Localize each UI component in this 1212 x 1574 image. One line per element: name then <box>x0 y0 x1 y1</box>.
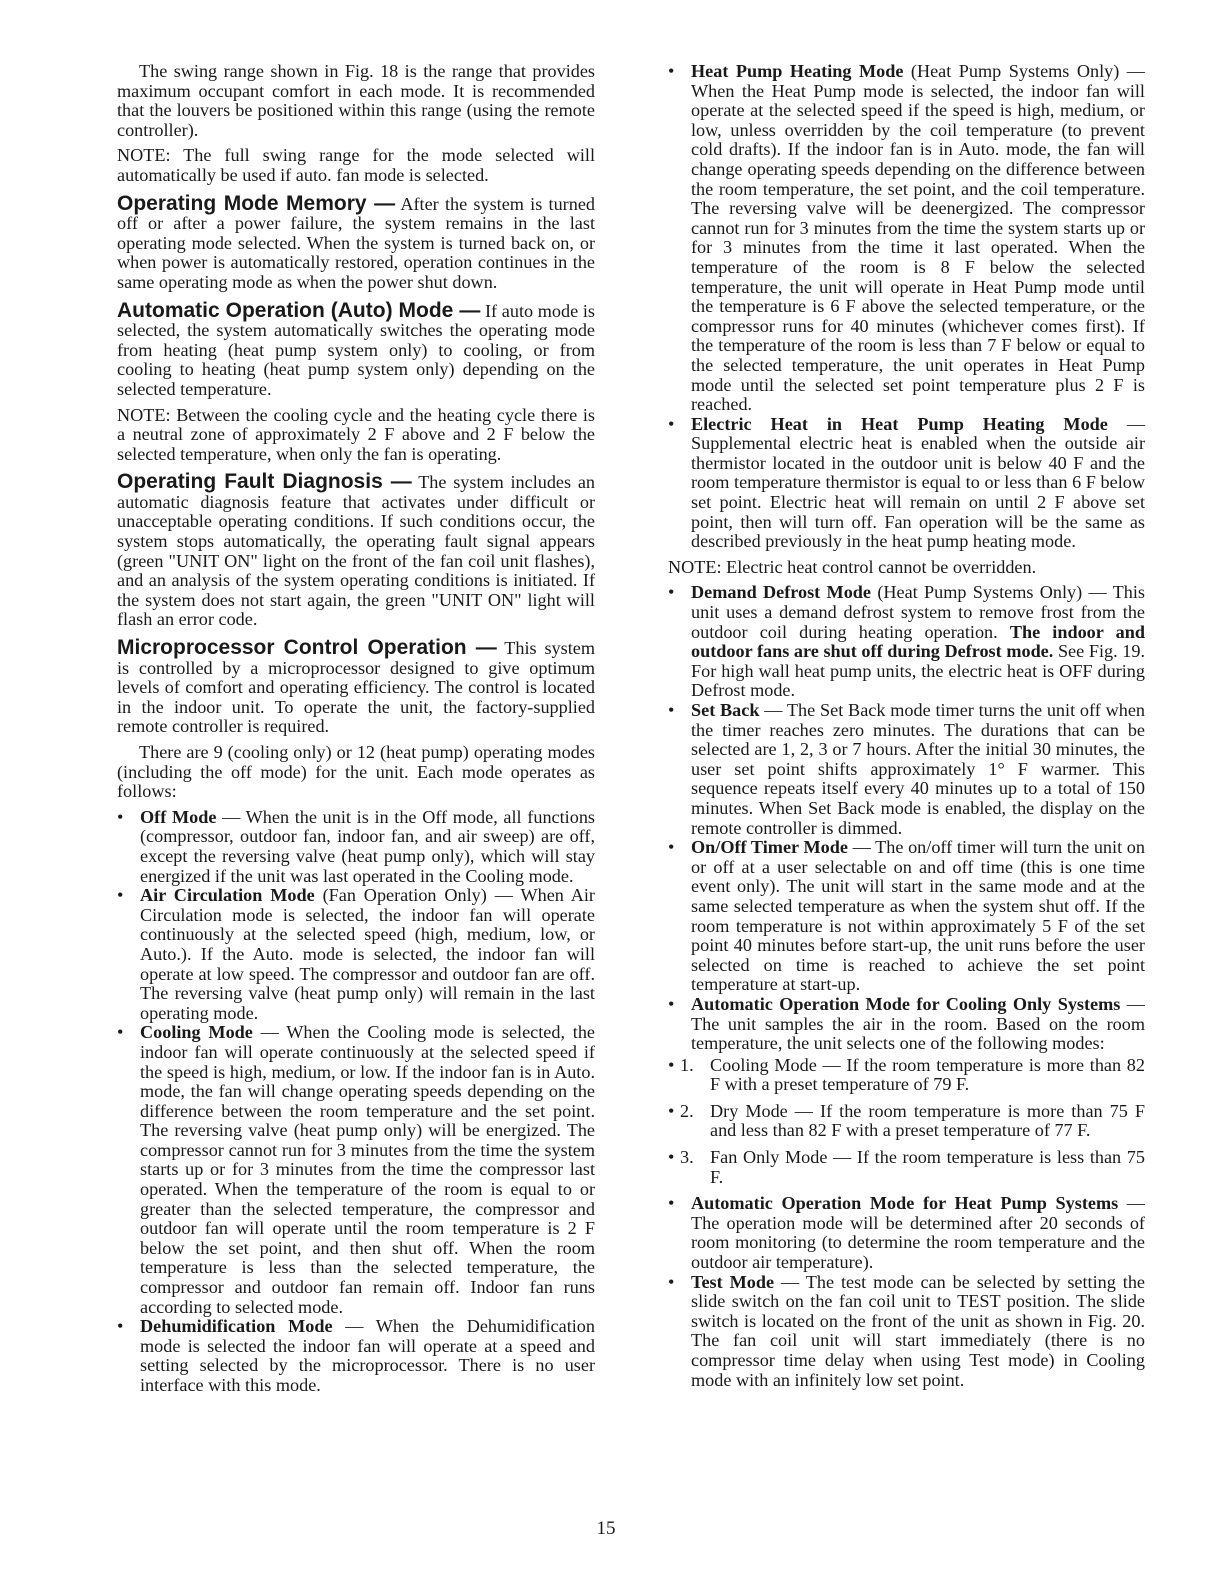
microprocessor-text: This system is controlled by a microprocessor designed to give optimum levels of comfort and operating efficiency. The control is located in the indoor unit. To operate the unit, the factory-supplied remote controller is required. <box>117 638 595 737</box>
fault-diagnosis-text: The system includes an automatic diagnosis feature that activates under difficult or unacceptable operating conditions. If such conditions occur, the system stops automatically, the operating fault signal appears (green "UNIT ON" light on the front of the fan coil unit flashes), and an analysis of the system operating conditions is initiated. If the system does not start again, the green "UNIT ON" light will flash an error code. <box>117 472 595 630</box>
mode-description: — Supplemental electric heat is enabled when the outside air thermistor located in the outdoor unit is below 40 F and the room temperature thermistor is equal to or less than 6 F below set point. Electric heat will remain on until 2 F above set point, then will turn off. Fan operation will be the same as described previously in the heat pump heating mode. <box>691 413 1146 552</box>
list-item <box>668 62 1145 415</box>
auto-cooling-sublist <box>668 1056 1145 1188</box>
mode-description: See Fig. 19. For high wall heat pump units, the electric heat is OFF during Defrost mode. <box>691 641 1145 701</box>
operating-mode-memory-heading: Operating Mode Memory — <box>117 191 396 215</box>
defrost-warning: The indoor and outdoor fans are shut off during Defrost mode. <box>691 621 1145 662</box>
fault-diagnosis-heading: Operating Fault Diagnosis — <box>117 470 412 494</box>
list-item <box>668 415 1145 552</box>
note-electric-heat: NOTE: Electric heat control cannot be overridden. <box>668 556 1037 577</box>
mode-name: Electric Heat in Heat Pump Heating Mode <box>691 413 1108 434</box>
mode-description: (Heat Pump Systems Only) — When the Heat Pump mode is selected, the indoor fan will operate at the selected speed if the speed is high, medium, or low, unless overridden by the coil temperature (to prevent cold drafts). If the indoor fan is in Auto. mode, the fan will change operating speeds depending on the difference between the room temperature, the set point, and the coil temperature. The reversing valve will be deenergized. The compressor cannot run for 3 minutes from the time the system starts up or for 3 minutes from the time it last operated. When the temperature of the room is 8 F below the selected temperature, the unit will operate in Heat Pump mode until the temperature is 6 F above the selected temperature, or the compressor runs for 40 minutes (whichever comes first). If the temperature of the room is less than 7 F below or equal to the selected temperature, the unit operates in Heat Pump mode until the selected set point temperature plus 2 F is reached. <box>691 61 1145 415</box>
auto-mode-text: If auto mode is selected, the system automatically switches the operating mode from heating (heat pump system only) to cooling, or from cooling to heating (heat pump system only) depending on the selected temperature. <box>117 300 595 399</box>
operating-mode-memory-text: After the system is turned off or after a power failure, the system remains in the last operating mode selected. When the system is turned back on, or when power is automatically restored, operation continues in the same operating mode as when the power shut down. <box>117 193 595 292</box>
sublist-text: Cooling Mode — If the room temperature is more than 82 F with a preset temperature of 79 F. <box>710 1054 1145 1095</box>
mode-name: Automatic Operation Mode for Cooling Only Systems <box>691 993 1121 1014</box>
mode-name: Set Back <box>691 700 760 720</box>
mode-description: — The Set Back mode timer turns the unit off when the timer reaches zero minutes. The durations that can be selected are 1, 2, 3 or 7 hours. After the initial 30 minutes, the user set point shifts approximately 1° F warmer. This sequence repeats itself every 40 minutes up to a total of 150 minutes. When Set Back mode is enabled, the display on the remote controller is dimmed. <box>691 700 1146 838</box>
sublist-text: Dry Mode — If the room temperature is more than 75 F and less than 82 F with a preset temperature of 77 F. <box>710 1100 1145 1141</box>
sublist-item <box>668 1056 1145 1095</box>
fault-diagnosis-section <box>117 472 595 630</box>
mode-description: — The operation mode will be determined after 20 seconds of room monitoring (to determine the room temperature and the outdoor air temperature). <box>691 1193 1145 1273</box>
mode-description: — The on/off timer will turn the unit on or off at a user selectable on and off time (this is one time event only). The unit will start in the same mode and at the same selected temperature as when the system shut off. If the room temperature is not within approximately 5 F of the set point 40 minutes before start-up, the unit runs before the user selected on time is reached to achieve the set point temperature at start-up. <box>691 837 1145 995</box>
page-number: 15 <box>596 1518 616 1539</box>
list-item <box>668 838 1145 995</box>
right-column <box>668 62 1145 1396</box>
list-item <box>668 583 1145 701</box>
sublist-text: Fan Only Mode — If the room temperature is less than 75 F. <box>710 1147 1145 1187</box>
mode-description: — When the Dehumidification mode is selected the indoor fan will operate at a speed and setting selected by the microprocessor. There is no user interface with this mode. <box>140 1316 595 1395</box>
mode-name: Heat Pump Heating Mode <box>691 61 904 81</box>
mode-list-left <box>117 808 595 1396</box>
auto-mode-section <box>117 298 595 400</box>
list-item <box>668 1194 1145 1272</box>
sublist-item <box>668 1148 1145 1187</box>
sublist-number: • 1. <box>680 1054 694 1075</box>
mode-name: Off Mode <box>140 806 217 827</box>
mode-list-right-a <box>668 62 1145 552</box>
modes-intro: There are 9 (cooling only) or 12 (heat pump) operating modes (including the off mode) for the unit. Each mode operates as follows: <box>117 742 595 802</box>
mode-name: Cooling Mode <box>140 1022 253 1043</box>
sublist-number: • 2. <box>680 1100 694 1121</box>
mode-name: On/Off Timer Mode <box>691 837 848 858</box>
mode-description: — When the unit is in the Off mode, all functions (compressor, outdoor fan, indoor fan, and air sweep) are off, except the reversing valve (heat pump only), which will stay energized if the unit was last operated in the Cooling mode. <box>140 806 595 886</box>
mode-name: Air Circulation Mode <box>140 885 315 906</box>
auto-mode-heading: Automatic Operation (Auto) Mode — <box>117 298 481 322</box>
mode-description: — The unit samples the air in the room. Based on the room temperature, the unit selects one of the following modes: <box>691 993 1145 1054</box>
microprocessor-section <box>117 638 595 737</box>
mode-description: — The test mode can be selected by setting the slide switch on the fan coil unit to TEST position. The slide switch is located on the front of the unit as shown in Fig. 20. The fan coil unit will start immediately (there is no compressor time delay when using Test mode) in Cooling mode with an infinitely low set point. <box>691 1271 1145 1390</box>
mode-name: Test Mode <box>691 1271 775 1292</box>
mode-description: — When the Cooling mode is selected, the indoor fan will operate continuously at the selected speed if the speed is high, medium, or low. If the indoor fan is in Auto. mode, the fan will change operating speeds depending on the difference between the room temperature and the set point. The reversing valve (heat pump only) will be energized. The compressor cannot run for 3 minutes from the time the system starts up or for 3 minutes from the time the compressor last operated. When the temperature of the room is equal to or greater than the selected temperature, the compressor and outdoor fan will operate until the room temperature is 2 F below the set point, and then shut off. When the room temperature is less than the selected temperature, the compressor and outdoor fan remain off. Indoor fan runs according to selected mode. <box>140 1022 595 1317</box>
operating-mode-memory-section <box>117 191 595 293</box>
mode-name: Demand Defrost Mode <box>691 582 871 603</box>
mode-description: (Heat Pump Systems Only) — This unit uses a demand defrost system to remove frost from the outdoor coil during heating operation. <box>691 582 1145 642</box>
swing-range-paragraph: The swing range shown in Fig. 18 is the range that provides maximum occupant comfort in each mode. It is recommended that the louvers be positioned within this range (using the remote controller). <box>117 61 595 140</box>
mode-description: (Fan Operation Only) — When Air Circulation mode is selected, the indoor fan will operate continuously at the selected speed (high, medium, low, or Auto.). If the Auto. mode is selected, the indoor fan will operate at low speed. The compressor and outdoor fan are off. The reversing valve (heat pump only) will remain in the last operating mode. <box>140 885 595 1023</box>
sublist-number: • 3. <box>680 1147 694 1168</box>
list-item <box>117 808 595 886</box>
note-swing: NOTE: The full swing range for the mode selected will automatically be used if auto. fan mode is selected. <box>117 145 595 185</box>
list-item <box>668 1273 1145 1391</box>
list-item <box>117 886 595 1023</box>
list-item <box>668 701 1145 838</box>
mode-name: Dehumidification Mode <box>140 1316 333 1337</box>
sublist-item <box>668 1102 1145 1141</box>
mode-name: Automatic Operation Mode for Heat Pump Systems <box>691 1193 1119 1214</box>
list-item <box>668 995 1145 1187</box>
note-neutral-zone: NOTE: Between the cooling cycle and the heating cycle there is a neutral zone of approximately 2 F above and 2 F below the selected temperature, when only the fan is operating. <box>117 404 595 464</box>
microprocessor-heading: Microprocessor Control Operation — <box>117 636 497 660</box>
list-item <box>117 1317 595 1395</box>
left-column <box>117 62 595 1402</box>
list-item <box>117 1023 595 1317</box>
mode-list-right-b <box>668 583 1145 1390</box>
